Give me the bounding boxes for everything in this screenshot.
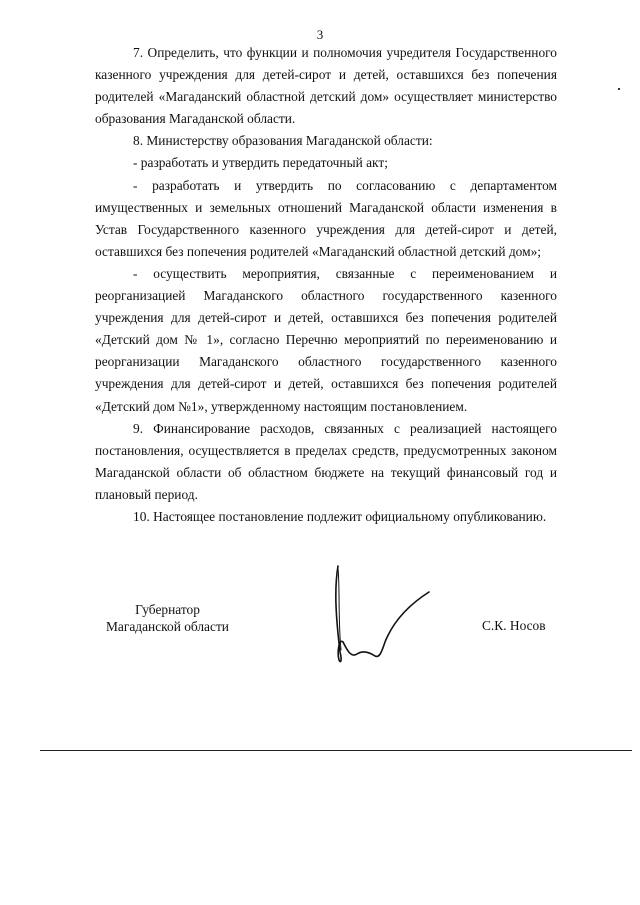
margin-mark xyxy=(618,88,620,90)
bottom-divider xyxy=(40,750,632,751)
signer-title-line-2: Магаданской области xyxy=(106,619,229,634)
paragraph-8-item-2: - разработать и утвердить по согласованию с департаментом имущественных и земельных отношений Магаданской области изменения в Устав Государственного казенного учреждения для детей-сирот и детей, оставшихся без попечения родителей «Магаданский областной детский дом»; xyxy=(95,177,557,259)
signer-title xyxy=(95,601,240,635)
signer-title-line-1: Губернатор xyxy=(135,602,200,617)
document-body xyxy=(95,42,557,528)
paragraph-8-item-3: - осуществить мероприятия, связанные с переименованием и реорганизацией Магаданского областного государственного казенного учреждения для детей-сирот и детей, оставшихся без попечения родителей «Детский дом № 1», согласно Перечню мероприятий по переименованию и реорганизации Магаданского областного государственного казенного учреждения для детей-сирот и детей, оставшихся без попечения родителей «Детский дом №1», утвержденному настоящим постановлением. xyxy=(95,265,557,414)
paragraph-10: 10. Настоящее постановление подлежит официальному опубликованию. xyxy=(133,508,547,524)
paragraph-8: 8. Министерству образования Магаданской области: xyxy=(133,133,433,149)
handwritten-signature xyxy=(325,560,435,680)
paragraph-8-item-1: - разработать и утвердить передаточный акт; xyxy=(133,155,388,171)
page-number: 3 xyxy=(316,27,324,42)
signer-name: С.К. Носов xyxy=(482,618,546,633)
paragraph-9: 9. Финансирование расходов, связанных с реализацией настоящего постановления, осуществляется в пределах средств, предусмотренных законом Магаданской области об областном бюджете на текущий финансовый год и плановый период. xyxy=(95,420,557,502)
signature-block xyxy=(0,560,640,690)
paragraph-7: 7. Определить, что функции и полномочия учредителя Государственного казенного учреждения для детей-сирот и детей, оставшихся без попечения родителей «Магаданский областной детский дом» осуществляет министерство образования Магаданской области. xyxy=(95,45,557,127)
